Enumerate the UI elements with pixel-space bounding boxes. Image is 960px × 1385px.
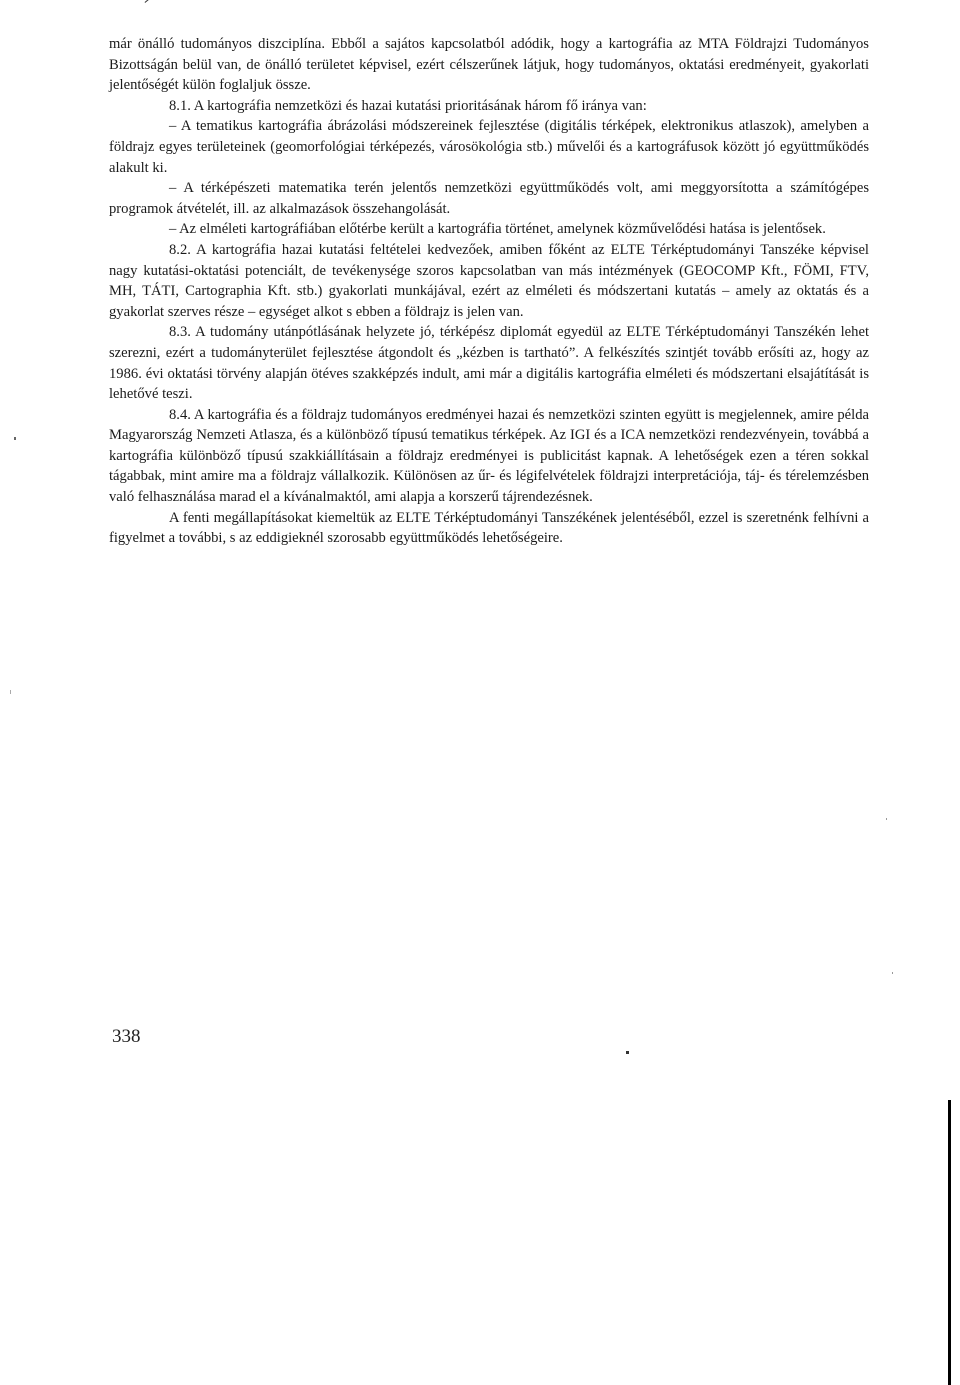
paragraph-8-4: 8.4. A kartográfia és a földrajz tudományos eredményei hazai és nemzetközi szinten együtt is megjelennek, amire példa Magyarország Nemzeti Atlasza, és a különböző típusú tematikus térképek. Az IGI és a ICA nemzetközi rendezvényein, továbbá a kartográfia különböző típusú szakkiállításain a földrajz eredményei is publicitást kapnak. A lehetőségek ezen a téren sokkal tágabbak, mint amire ma a földrajz vállalkozik. Különösen az űr- és légifelvételek földrajzi interpretációja, táj- és térelemzésben való felhasználása marad el a kívánalmaktól, ami alapja a korszerű tájrendezésnek. [109, 406, 869, 506]
paragraph-8-2: 8.2. A kartográfia hazai kutatási feltételei kedvezőek, amiben főként az ELTE Térképtudományi Tanszéke képvisel nagy kutatási-oktatási potenciált, de tevékenysége szoros kapcsolatban van más intézmények (GEOCOMP Kft., FÖMI, FTV, MH, TÁTI, Cartographia Kft. stb.) gyakorlati munkájával, ezért az elméleti és módszertani kutatás – amely az oktatás és a gyakorlat szerves része – egységet alkot s ebben a földrajz is jelen van. [109, 241, 869, 320]
paragraph-8-1-item-2: – A térképészeti matematika terén jelentős nemzetközi együttműködés volt, ami meggyorsította a számítógépes programok átvételét, ill. az alkalmazások összehangolását. [109, 180, 869, 217]
body-text [109, 34, 869, 549]
scan-edge [948, 1100, 951, 1385]
scan-speck [10, 690, 11, 694]
page-number: 338 [112, 1026, 141, 1047]
scan-speck [626, 1051, 629, 1054]
paragraph-8-1-item-3: – Az elméleti kartográfiában előtérbe került a kartográfia történet, amelynek közművelődési hatása is jelentősek. [169, 221, 826, 238]
scan-mark [145, 0, 158, 3]
scan-speck [886, 818, 887, 820]
scan-speck [14, 437, 16, 440]
scan-speck [892, 972, 893, 974]
paragraph-8-1-item-1: – A tematikus kartográfia ábrázolási módszereinek fejlesztése (digitális térképek, elektronikus atlaszok), amelyben a földrajz egyes területeinek (geomorfológiai térképezés, városökológia stb.) művelői és a kartográfusok között jó együttműködés alakult ki. [109, 118, 869, 176]
paragraph-intro: már önálló tudományos diszciplína. Ebből a sajátos kapcsolatból adódik, hogy a kartográfia az MTA Földrajzi Tudományos Bizottságán belül van, de önálló területet képvisel, ezért célszerűnek látjuk, hogy tudományos, oktatási eredményeit, gyakorlati jelentőségét külön foglaljuk össze. [109, 36, 869, 94]
paragraph-closing: A fenti megállapításokat kiemeltük az ELTE Térképtudományi Tanszékének jelentéséből, ezzel is szeretnénk felhívni a figyelmet a további, s az eddigieknél szorosabb együttműködés lehetőségeire. [109, 509, 869, 547]
paragraph-8-3: 8.3. A tudomány utánpótlásának helyzete jó, térképész diplomát egyedül az ELTE Térképtudományi Tanszékén lehet szerezni, ezért a tudományterület fejlesztése átgondolt és „kézben is tartható”. A felkészítés szintjét tovább erősíti az, hogy az 1986. évi oktatási törvény alapján ötéves szakképzés indult, ami már a digitális kartográfia elméleti és módszertani elsajátítását is lehetővé teszi. [109, 324, 869, 403]
paragraph-8-1: 8.1. A kartográfia nemzetközi és hazai kutatási prioritásának három fő iránya van: [169, 97, 647, 114]
